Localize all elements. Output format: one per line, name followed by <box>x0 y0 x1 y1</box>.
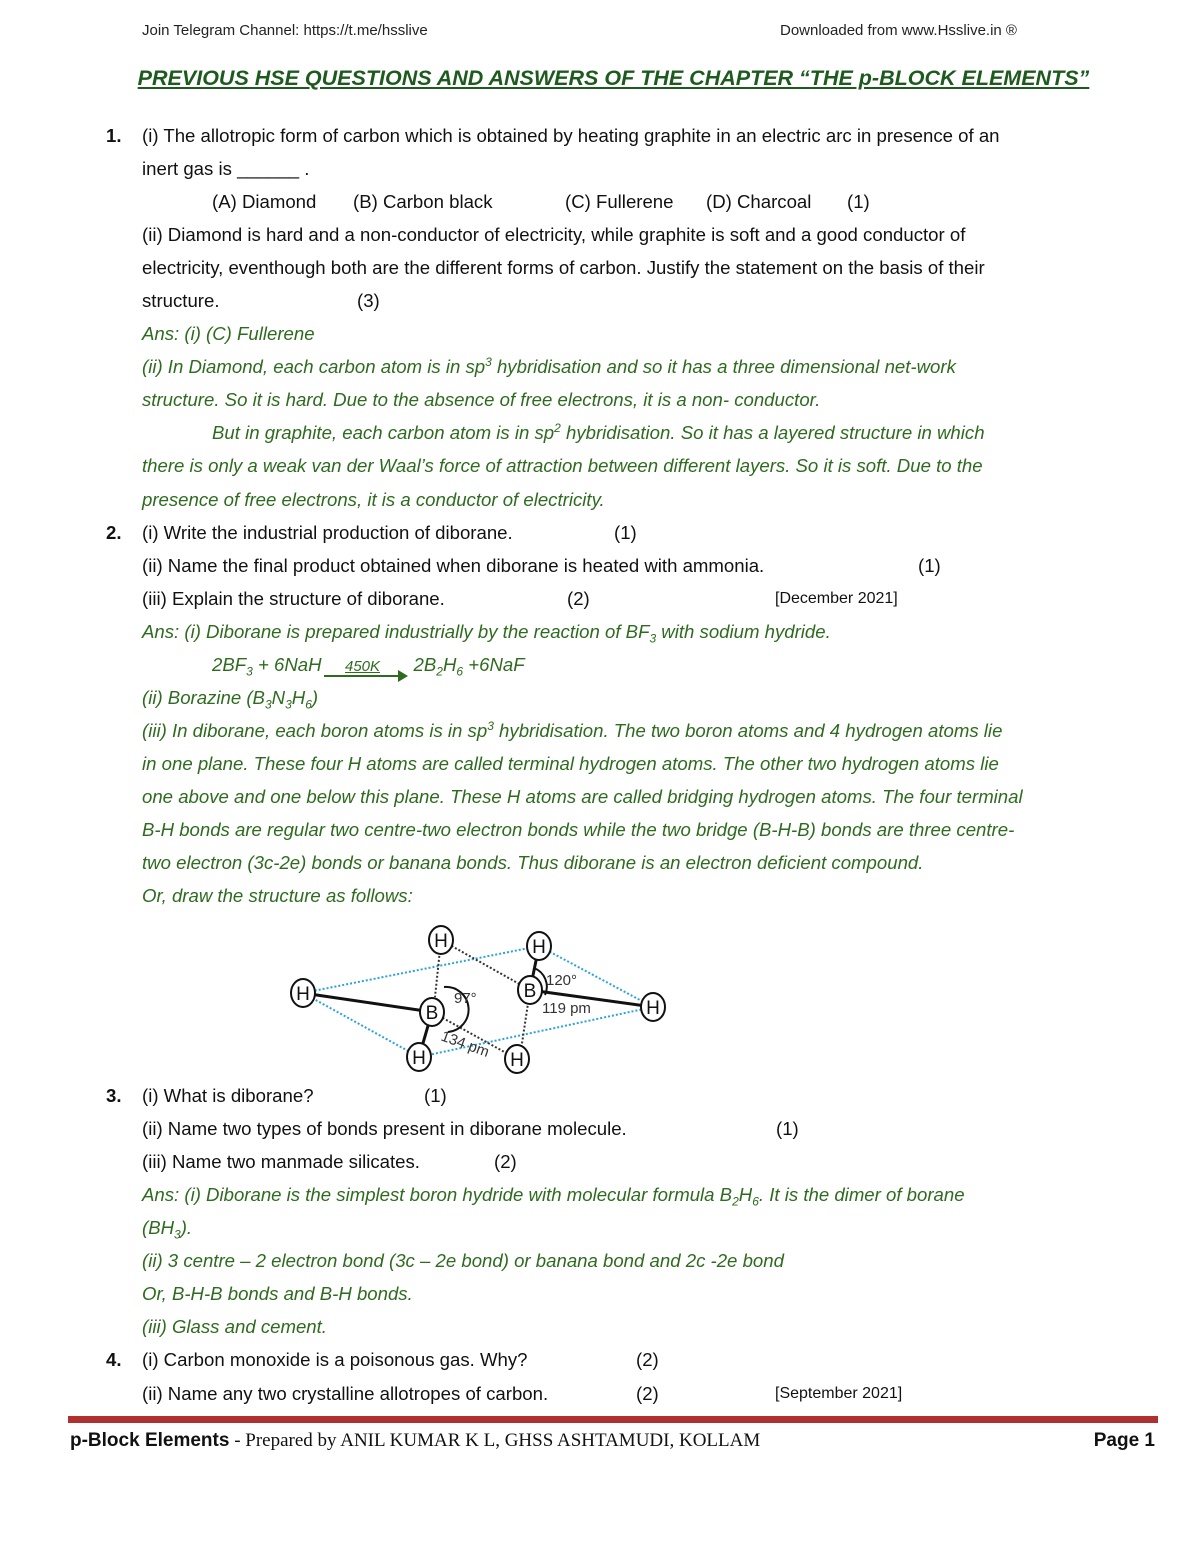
question-line <box>142 1145 542 1178</box>
answer-line: one above and one below this plane. These H atoms are called bridging hydrogen atoms. The four terminal <box>142 786 1023 807</box>
answer-line: structure. So it is hard. Due to the absence of free electrons, it is a non- conductor. <box>142 389 821 410</box>
footer-author: - Prepared by ANIL KUMAR K L, GHSS ASHTAMUDI, KOLLAM <box>229 1430 761 1451</box>
marks: (1) <box>614 522 637 543</box>
subscript: 6 <box>456 664 464 679</box>
question-line <box>142 1343 742 1376</box>
subscript: 3 <box>246 664 253 679</box>
answer-text: H <box>291 687 306 708</box>
marks: (2) <box>636 1383 659 1404</box>
answer-line: two electron (3c-2e) bonds or banana bonds. Thus diborane is an electron deficient compound. <box>142 852 924 873</box>
question-line <box>142 1079 542 1112</box>
answer-line: Or, draw the structure as follows: <box>142 885 413 906</box>
subscript: 2 <box>732 1194 739 1209</box>
answer-line: there is only a weak van der Waal’s force of attraction between different layers. So it is soft. Due to the <box>142 455 983 476</box>
atom-label: H <box>434 931 448 952</box>
answer-text: H <box>738 1184 753 1205</box>
footer-divider <box>68 1416 1158 1423</box>
answer-text: with sodium hydride. <box>656 621 831 642</box>
answer-line: Ans: (i) (C) Fullerene <box>142 323 315 344</box>
subscript: 3 <box>649 631 657 646</box>
superscript: 3 <box>485 354 492 369</box>
atom-label: H <box>296 984 310 1005</box>
answer-text: Ans: (i) Diborane is prepared industrially by the reaction of BF <box>142 621 650 642</box>
option: (D) Charcoal <box>706 191 812 212</box>
exam-date: [December 2021] <box>775 590 898 607</box>
answer-text: (iii) In diborane, each boron atoms is in sp <box>142 720 488 741</box>
reactant: + 6NaH <box>252 654 322 675</box>
question-number: 1. <box>106 125 122 146</box>
question-line <box>142 1112 842 1145</box>
marks: (2) <box>567 588 590 609</box>
page-title: PREVIOUS HSE QUESTIONS AND ANSWERS OF THE CHAPTER “THE p-BLOCK ELEMENTS” <box>137 66 1090 90</box>
atom-label: B <box>425 1003 439 1024</box>
question-number: 2. <box>106 522 122 543</box>
answer-text: hybridisation. So it has a layered structure in which <box>560 422 985 443</box>
option: (A) Diamond <box>212 191 317 212</box>
marks: (1) <box>847 191 870 212</box>
question-line: electricity, eventhough both are the different forms of carbon. Justify the statement on the basis of their <box>142 257 985 278</box>
answer-text: (BH <box>142 1217 175 1238</box>
reaction-arrow-icon: 450K <box>324 650 402 683</box>
answer-text: But in graphite, each carbon atom is in sp <box>212 422 555 443</box>
subscript: 3 <box>285 697 292 712</box>
answer-text: hybridisation. The two boron atoms and 4 hydrogen atoms lie <box>493 720 1003 741</box>
header-download: Downloaded from www.Hsslive.in ® <box>780 22 1017 39</box>
marks: (1) <box>776 1118 799 1139</box>
marks: (1) <box>918 555 941 576</box>
question-line: (i) The allotropic form of carbon which is obtained by heating graphite in an electric arc in presence of an <box>142 125 1000 146</box>
option: (B) Carbon black <box>353 191 493 212</box>
product: 2B <box>413 654 437 675</box>
header-telegram: Join Telegram Channel: https://t.me/hsslive <box>142 22 428 39</box>
subscript: 3 <box>264 697 272 712</box>
exam-date: [September 2021] <box>775 1385 903 1402</box>
answer-text: N <box>271 687 286 708</box>
answer-line: B-H bonds are regular two centre-two electron bonds while the two bridge (B-H-B) bonds are three centre- <box>142 819 1015 840</box>
question-line: inert gas is ______ . <box>142 158 310 179</box>
question-line: (ii) Diamond is hard and a non-conductor of electricity, while graphite is soft and a good conductor of <box>142 224 966 245</box>
question-text: (ii) Name the final product obtained when diborane is heated with ammonia. <box>142 555 765 576</box>
question-line <box>142 1377 1042 1410</box>
answer-line: (ii) 3 centre – 2 electron bond (3c – 2e bond) or banana bond and 2c -2e bond <box>142 1250 784 1271</box>
atom-label: H <box>646 998 660 1019</box>
marks: (1) <box>424 1085 447 1106</box>
answer-line <box>142 1178 965 1211</box>
answer-line: in one plane. These four H atoms are called terminal hydrogen atoms. The other two hydrogen atoms lie <box>142 753 999 774</box>
question-text: (i) Write the industrial production of diborane. <box>142 522 513 543</box>
answer-line: Or, B-H-B bonds and B-H bonds. <box>142 1283 413 1304</box>
option: (C) Fullerene <box>565 191 674 212</box>
answer-text: ) <box>311 687 319 708</box>
subscript: 6 <box>305 697 312 712</box>
answer-text: ). <box>180 1217 193 1238</box>
subscript: 3 <box>174 1227 181 1242</box>
answer-line: presence of free electrons, it is a conductor of electricity. <box>142 489 605 510</box>
question-text: structure. <box>142 290 220 311</box>
superscript: 2 <box>554 420 561 435</box>
atom-label: H <box>510 1050 524 1071</box>
question-text: (i) Carbon monoxide is a poisonous gas. Why? <box>142 1349 528 1370</box>
atom-label: H <box>412 1048 426 1069</box>
question-text: (iii) Name two manmade silicates. <box>142 1151 420 1172</box>
answer-text: hybridisation and so it has a three dimensional net-work <box>491 356 956 377</box>
question-number: 3. <box>106 1085 122 1106</box>
product: H <box>442 654 457 675</box>
marks: (3) <box>357 290 380 311</box>
page-number: Page 1 <box>1093 1430 1155 1451</box>
bond-angle-label: 120° <box>546 972 578 989</box>
bond-angle-label: 97° <box>454 990 477 1007</box>
footer-subject: p-Block Elements <box>70 1430 230 1451</box>
marks: (2) <box>636 1349 659 1370</box>
question-text: (ii) Name any two crystalline allotropes of carbon. <box>142 1383 549 1404</box>
answer-text: (ii) In Diamond, each carbon atom is in sp <box>142 356 486 377</box>
subscript: 6 <box>752 1194 759 1209</box>
subscript: 2 <box>436 664 443 679</box>
footer-credit <box>70 1430 760 1452</box>
question-number: 4. <box>106 1349 122 1370</box>
answer-line: (iii) Glass and cement. <box>142 1316 327 1337</box>
bond-length-label: 119 pm <box>542 1000 591 1017</box>
bond-length-label: 134 pm <box>438 1027 492 1061</box>
answer-text: (ii) Borazine (B <box>142 687 265 708</box>
answer-line <box>142 1211 192 1244</box>
atom-label: B <box>523 981 537 1002</box>
product: +6NaF <box>463 654 525 675</box>
question-text: (iii) Explain the structure of diborane. <box>142 588 445 609</box>
superscript: 3 <box>487 718 494 733</box>
answer-text: . It is the dimer of borane <box>758 1184 965 1205</box>
reactant: 2BF <box>212 654 247 675</box>
answer-text: Ans: (i) Diborane is the simplest boron hydride with molecular formula B <box>142 1184 733 1205</box>
question-text: (i) What is diborane? <box>142 1085 314 1106</box>
question-text: (ii) Name two types of bonds present in diborane molecule. <box>142 1118 627 1139</box>
atom-label: H <box>532 937 546 958</box>
marks: (2) <box>494 1151 517 1172</box>
